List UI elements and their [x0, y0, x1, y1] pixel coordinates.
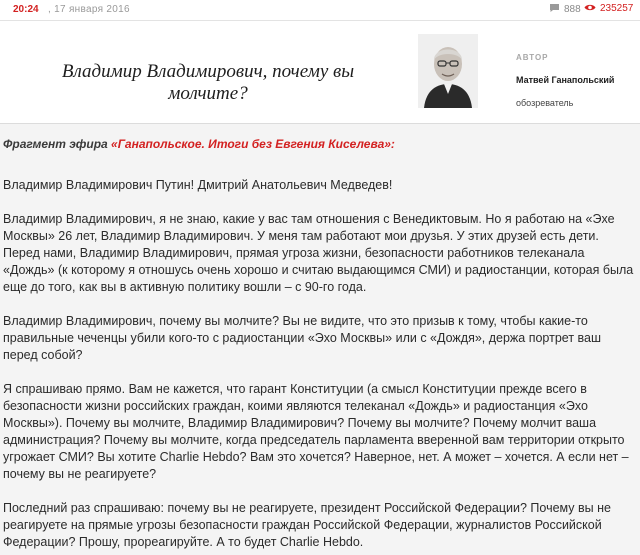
author-portrait-image: [418, 34, 478, 108]
broadcast-link[interactable]: «Ганапольское. Итоги без Евгения Киселева»:: [111, 137, 395, 151]
eye-icon: [584, 3, 596, 12]
paragraph-1: Владимир Владимирович Путин! Дмитрий Анатольевич Медведев!: [3, 178, 393, 192]
author-section-label: АВТОР: [516, 53, 549, 62]
author-photo[interactable]: [418, 34, 478, 108]
author-role: обозреватель: [516, 98, 574, 108]
paragraph-4: Я спрашиваю прямо. Вам не кажется, что гарант Конституции (а смысл Конституции прежде всего в безопасности жизни российских граждан, коими являются телеканал «Дождь» и радиостанция «Эхо Москвы»). Почему вы молчите, Владимир Владимирович? Почему вы молчите? Почему молчит ваша администрация? Почему вы молчите, когда председатель парламента вверенной вам территории открыто угрожает СМИ? Вы хотите Charlie Hebdo? Вам это хочется? Наверное, нет. А может – хочется. А если нет – почему вы не реагируете?: [3, 382, 629, 481]
publish-date: , 17 января 2016: [48, 4, 130, 15]
comments-count[interactable]: [549, 3, 581, 15]
paragraph-2: Владимир Владимирович, я не знаю, какие у вас там отношения с Венедиктовым. Но я работаю на «Эхе Москвы» 26 лет, Владимир Владимирович. У меня там работают мои друзья. У этих друзей есть дети. Перед нами, Владимир Владимирович, прямая угроза жизни, безопасности работников телеканала «Дождь» (к которому я отношусь очень хорошо и считаю выдающимся СМИ) и радиостанции, которая была еще до того, как вы в активную политику вошли – с 90-го года.: [3, 212, 634, 294]
views-count: [584, 3, 633, 14]
article-header: [0, 21, 640, 124]
publish-time: 20:24: [13, 4, 39, 15]
comments-count-value: 888: [564, 4, 581, 15]
page-title: Владимир Владимирович, почему вы молчите?: [61, 61, 355, 104]
paragraph-5: Последний раз спрашиваю: почему вы не реагируете, президент Российской Федерации? Почему вы не реагируете на прямые угрозы безопасности граждан Российской Федерации, журналистов Российской Федерации? Прошу, прореагируйте. А то будет Charlie Hebdo.: [3, 501, 611, 549]
views-count-value: 235257: [600, 3, 634, 14]
article-body: [0, 124, 640, 555]
article-meta-bar: [0, 0, 640, 21]
speech-bubble-icon: [549, 3, 560, 13]
author-name-link[interactable]: Матвей Ганапольский: [516, 75, 615, 85]
article-lead: [3, 137, 633, 151]
lead-prefix: Фрагмент эфира: [3, 137, 112, 151]
paragraph-3: Владимир Владимирович, почему вы молчите? Вы не видите, что это призыв к тому, чтобы какие-то правильные чеченцы убили кого-то с радиостанции «Эхо Москвы» или с «Дождя», держа портрет ваш перед собой?: [3, 314, 602, 362]
